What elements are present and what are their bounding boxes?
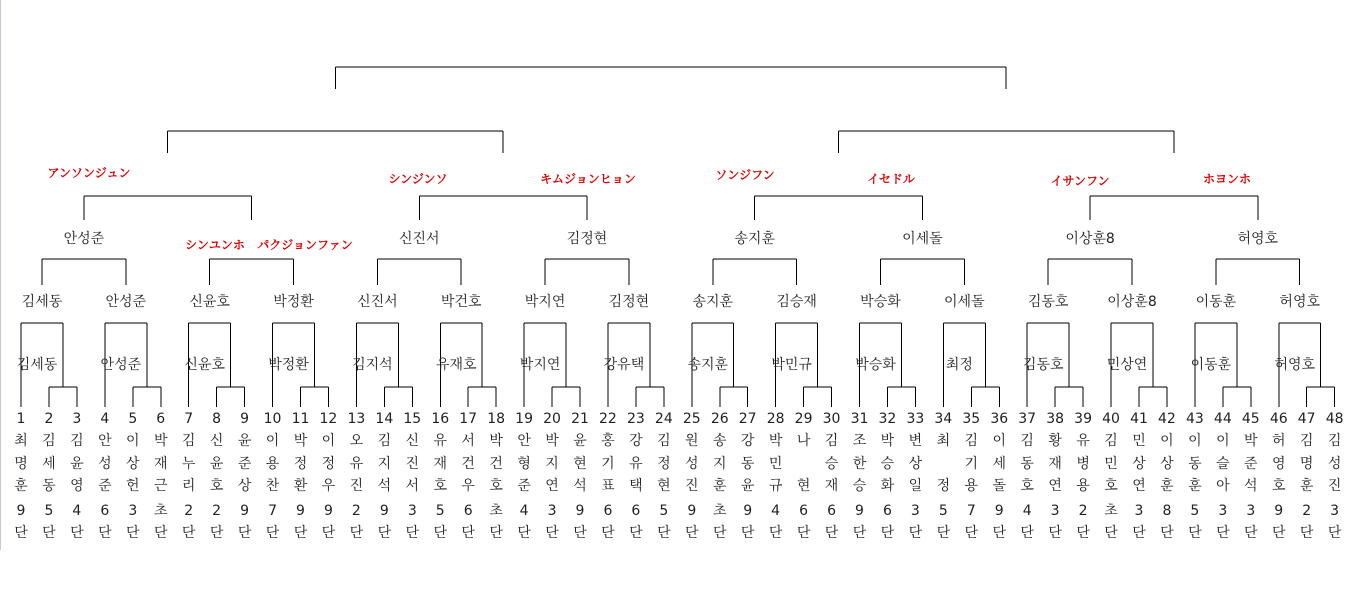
player-name: 이 슬 아 [1216, 433, 1230, 494]
round1-winner: 김세동 [16, 357, 58, 373]
round1-winner: 최정 [945, 357, 973, 373]
player-name: 김 승 재 [824, 433, 839, 494]
player-seed: 48 [1325, 411, 1344, 427]
player-rank: 6 단 [629, 503, 643, 541]
player-rank: 초 단 [1104, 503, 1118, 541]
round2-winner: 신진서 [357, 294, 398, 310]
player-seed: 20 [543, 411, 561, 427]
katakana-label: ホヨンホ [1202, 172, 1252, 186]
player-rank: 9 단 [237, 503, 252, 541]
round3-winner: 안성준 [63, 231, 105, 247]
round1-winner: 박정환 [268, 357, 309, 373]
player-rank: 9 단 [992, 503, 1007, 541]
round1-winner: 신윤호 [184, 357, 225, 373]
player-rank: 5 단 [42, 503, 56, 541]
round2-winner: 이세돌 [944, 294, 985, 310]
player-rank: 3 단 [405, 503, 420, 541]
round1-winner: 김동호 [1022, 357, 1064, 373]
player-name: 김 지 석 [377, 433, 392, 494]
player-name: 안 형 준 [517, 433, 531, 494]
player-rank: 2 단 [1299, 503, 1314, 541]
player-rank: 2 단 [349, 503, 364, 541]
player-rank: 6 단 [880, 503, 895, 541]
player-name: 박 정 환 [293, 433, 308, 494]
player-seed: 12 [319, 411, 338, 427]
round2-winner: 안성준 [105, 294, 147, 310]
player-name: 윤 현 석 [573, 433, 587, 494]
player-name: 조 한 승 [852, 433, 867, 494]
player-seed: 43 [1185, 411, 1204, 427]
katakana-label: イセドル [867, 172, 915, 186]
player-name: 나 현 [796, 433, 811, 494]
round1-winner: 강유택 [603, 357, 645, 373]
player-name: 김 성 진 [1327, 433, 1342, 494]
player-name: 박 승 화 [880, 433, 895, 494]
player-name: 김 누 리 [181, 433, 196, 494]
player-rank: 9 단 [740, 503, 755, 541]
player-seed: 40 [1102, 411, 1120, 427]
player-rank: 7 단 [964, 503, 979, 541]
player-name: 신 윤 호 [209, 433, 224, 494]
player-seed: 36 [990, 411, 1009, 427]
player-name: 유 병 용 [1076, 433, 1090, 494]
player-name: 송 지 훈 [712, 433, 727, 494]
player-seed: 23 [626, 411, 645, 427]
player-name: 최 명 훈 [14, 433, 28, 494]
round2-winner: 김정현 [608, 294, 650, 310]
katakana-label: シンユンホ [185, 238, 245, 252]
player-name: 유 재 호 [433, 433, 448, 494]
player-seed: 29 [794, 411, 813, 427]
player-name: 서 건 우 [461, 433, 475, 494]
player-rank: 9 단 [685, 503, 699, 541]
player-rank: 4 단 [1020, 503, 1034, 541]
player-seed: 4 [100, 411, 110, 427]
player-rank: 3 단 [1216, 503, 1230, 541]
player-seed: 6 [156, 411, 166, 427]
round2-winner: 박승화 [860, 294, 901, 310]
player-seed: 15 [403, 411, 422, 427]
player-name: 이 용 찬 [265, 433, 280, 494]
round2-winner: 허영호 [1279, 294, 1320, 310]
round1-winner: 허영호 [1274, 357, 1316, 373]
player-rank: 9 단 [852, 503, 867, 541]
round2-winner: 이동훈 [1195, 294, 1237, 310]
player-rank: 6 단 [601, 503, 615, 541]
round2-winner: 박정환 [273, 294, 314, 310]
player-seed: 32 [878, 411, 897, 427]
player-rank: 9 단 [321, 503, 336, 541]
player-seed: 45 [1241, 411, 1260, 427]
player-seed: 30 [822, 411, 841, 427]
player-name: 이 상 헌 [126, 433, 140, 494]
player-rank: 3 단 [1244, 503, 1258, 541]
player-seed: 13 [347, 411, 366, 427]
round1-winner: 박승화 [855, 357, 896, 373]
round2-winner: 송지훈 [692, 294, 734, 310]
player-seed: 39 [1074, 411, 1093, 427]
round3-winner: 김정현 [566, 231, 608, 247]
player-name: 박 재 근 [153, 433, 168, 494]
player-seed: 24 [654, 411, 673, 427]
player-seed: 19 [515, 411, 534, 427]
round2-winner: 이상훈8 [1107, 294, 1157, 310]
katakana-label: キムジョンヒョン [540, 172, 636, 186]
round3-winner: 이상훈8 [1065, 231, 1115, 247]
player-name: 안 성 준 [98, 433, 112, 494]
player-seed: 8 [212, 411, 222, 427]
player-rank: 2 단 [181, 503, 196, 541]
player-rank: 5 단 [657, 503, 671, 541]
player-name: 변 상 일 [908, 433, 923, 494]
player-name: 김 윤 영 [70, 433, 84, 494]
player-seed: 46 [1269, 411, 1288, 427]
katakana-label: アンソンジュン [47, 166, 131, 180]
player-rank: 3 단 [1132, 503, 1146, 541]
player-rank: 9 단 [573, 503, 587, 541]
player-seed: 26 [710, 411, 729, 427]
round1-winner: 박민규 [771, 357, 812, 373]
player-name: 박 건 호 [489, 433, 503, 494]
round2-winner: 박지연 [524, 294, 566, 310]
player-name: 최 정 [936, 433, 951, 494]
player-name: 홍 기 표 [601, 433, 615, 494]
player-name: 황 재 연 [1048, 433, 1062, 494]
player-seed: 35 [962, 411, 981, 427]
round2-winner: 박건호 [440, 294, 482, 310]
player-name: 윤 준 상 [237, 433, 252, 494]
player-name: 신 진 서 [405, 433, 420, 494]
katakana-label: イサンフン [1050, 174, 1110, 188]
player-name: 박 준 석 [1244, 433, 1258, 494]
player-seed: 2 [44, 411, 54, 427]
player-rank: 3 단 [1048, 503, 1062, 541]
player-name: 김 정 현 [657, 433, 671, 494]
round3-winner: 신진서 [398, 231, 440, 247]
player-rank: 4 단 [70, 503, 84, 541]
player-rank: 9 단 [377, 503, 392, 541]
player-seed: 14 [375, 411, 394, 427]
player-seed: 47 [1297, 411, 1316, 427]
player-rank: 4 단 [517, 503, 531, 541]
player-rank: 2 단 [209, 503, 224, 541]
player-seed: 27 [738, 411, 757, 427]
round2-winner: 김동호 [1027, 294, 1069, 310]
player-seed: 18 [487, 411, 506, 427]
player-name: 민 상 연 [1132, 433, 1146, 494]
player-seed: 22 [599, 411, 617, 427]
player-rank: 초 단 [153, 503, 168, 541]
round3-winner: 송지훈 [734, 231, 775, 247]
player-rank: 3 단 [545, 503, 559, 541]
player-rank: 9 단 [1271, 503, 1286, 541]
player-name: 강 동 윤 [740, 433, 755, 494]
player-name: 김 세 동 [42, 433, 56, 494]
round1-winner: 민상연 [1106, 357, 1148, 373]
katakana-label: パクジョンファン [257, 238, 353, 252]
player-rank: 6 단 [461, 503, 475, 541]
player-rank: 6 단 [98, 503, 112, 541]
player-seed: 5 [128, 411, 138, 427]
player-name: 원 성 진 [685, 433, 699, 494]
player-name: 강 유 택 [629, 433, 643, 494]
player-name: 이 상 훈 [1160, 433, 1174, 494]
player-name: 이 동 훈 [1188, 433, 1202, 494]
player-seed: 1 [16, 411, 26, 427]
player-seed: 7 [184, 411, 194, 427]
player-seed: 37 [1018, 411, 1037, 427]
player-name: 오 유 진 [349, 433, 364, 494]
player-seed: 44 [1213, 411, 1232, 427]
player-rank: 5 단 [936, 503, 951, 541]
player-seed: 33 [906, 411, 925, 427]
player-seed: 9 [240, 411, 250, 427]
player-rank: 6 단 [824, 503, 839, 541]
player-rank: 4 단 [768, 503, 783, 541]
player-seed: 21 [571, 411, 589, 427]
player-rank: 3 단 [1327, 503, 1342, 541]
player-rank: 9 단 [14, 503, 28, 541]
player-seed: 38 [1046, 411, 1065, 427]
player-seed: 25 [682, 411, 701, 427]
player-rank: 9 단 [293, 503, 308, 541]
player-rank: 2 단 [1076, 503, 1090, 541]
player-seed: 42 [1158, 411, 1176, 427]
player-seed: 16 [431, 411, 450, 427]
player-seed: 28 [766, 411, 785, 427]
round2-winner: 김승재 [776, 294, 817, 310]
player-name: 이 세 돌 [992, 433, 1007, 494]
player-seed: 17 [459, 411, 478, 427]
round1-winner: 안성준 [100, 357, 142, 373]
round1-winner: 박지연 [519, 357, 561, 373]
round1-winner: 김지석 [352, 357, 393, 373]
round2-winner: 김세동 [21, 294, 63, 310]
katakana-label: ソンジフン [715, 168, 775, 182]
player-rank: 5 단 [1188, 503, 1202, 541]
player-name: 이 정 우 [321, 433, 336, 494]
player-name: 김 기 용 [964, 433, 979, 494]
katakana-label: シンジンソ [388, 172, 448, 186]
player-seed: 11 [291, 411, 310, 427]
round3-winner: 이세돌 [902, 231, 943, 247]
player-seed: 31 [850, 411, 869, 427]
player-name: 허 영 호 [1271, 433, 1286, 494]
player-seed: 34 [934, 411, 953, 427]
player-name: 박 민 규 [768, 433, 783, 494]
player-rank: 초 단 [712, 503, 727, 541]
player-rank: 7 단 [265, 503, 280, 541]
player-seed: 3 [72, 411, 82, 427]
player-rank: 3 단 [908, 503, 923, 541]
player-name: 김 민 호 [1104, 433, 1118, 494]
player-name: 김 동 호 [1020, 433, 1034, 494]
player-rank: 6 단 [796, 503, 811, 541]
round3-winner: 허영호 [1237, 231, 1279, 247]
round1-winner: 송지훈 [687, 357, 729, 373]
round1-winner: 유재호 [435, 357, 477, 373]
player-name: 박 지 연 [545, 433, 559, 494]
player-seed: 41 [1130, 411, 1148, 427]
player-rank: 5 단 [433, 503, 448, 541]
player-seed: 10 [263, 411, 282, 427]
player-rank: 3 단 [126, 503, 140, 541]
player-rank: 8 단 [1160, 503, 1174, 541]
player-name: 김 명 훈 [1299, 433, 1314, 494]
round1-winner: 이동훈 [1190, 357, 1232, 373]
round2-winner: 신윤호 [189, 294, 230, 310]
player-rank: 초 단 [489, 503, 503, 541]
